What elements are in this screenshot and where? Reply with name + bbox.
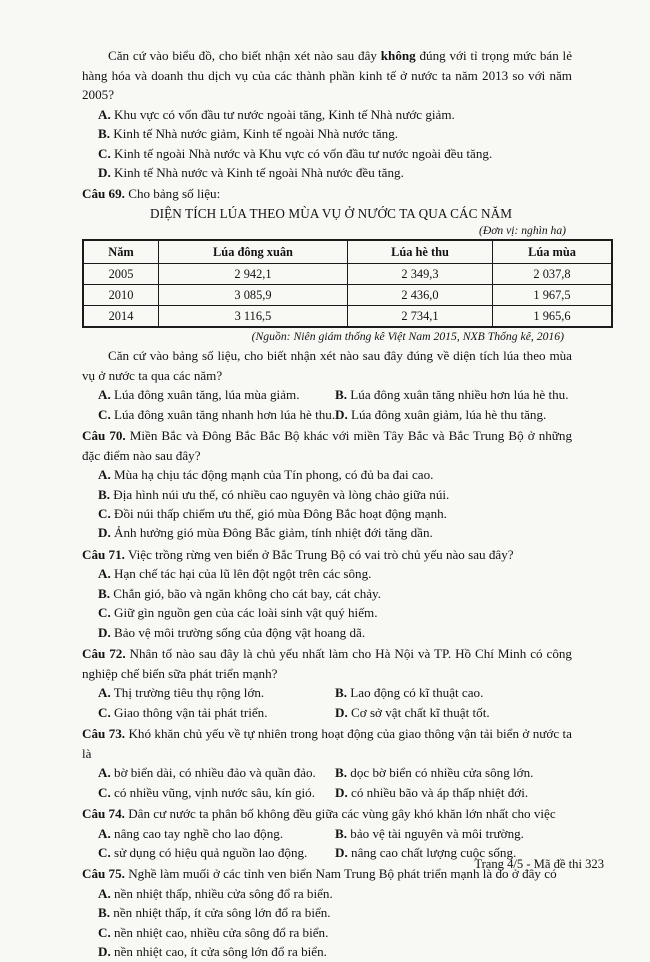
option-label: C. xyxy=(98,784,111,800)
option-text: Lúa đông xuân giảm, lúa hè thu tăng. xyxy=(351,406,547,422)
option-label: C. xyxy=(98,924,111,940)
table-title: DIỆN TÍCH LÚA THEO MÙA VỤ Ở NƯỚC TA QUA CÁC NĂM xyxy=(150,206,513,221)
option-text: nền nhiệt thấp, nhiều cửa sông đổ ra biển. xyxy=(114,886,333,902)
cell-year: 2014 xyxy=(83,306,159,328)
question-74 xyxy=(82,804,572,862)
option-text: Lúa đông xuân tăng nhiều hơn lúa hè thu. xyxy=(350,387,569,403)
table-header-summer-autumn: Lúa hè thu xyxy=(348,240,493,264)
option-label: D. xyxy=(98,624,111,640)
option-label: A. xyxy=(98,886,111,902)
option-label: A. xyxy=(98,467,111,483)
question-70-option-b[interactable] xyxy=(82,485,572,504)
option-text: sử dụng có hiệu quả nguồn lao động. xyxy=(114,845,308,861)
cell-winter-spring: 2 942,1 xyxy=(159,264,348,285)
question-73-option-b[interactable] xyxy=(327,763,572,782)
question-70 xyxy=(82,426,572,543)
question-text: Miền Bắc và Đông Bắc Bắc Bộ khác với miền Tây Bắc và Bắc Trung Bộ ở những đặc điểm nào sau đây? xyxy=(82,428,572,463)
option-label: C. xyxy=(98,406,111,422)
question-71-option-a[interactable] xyxy=(82,564,572,583)
page-footer: Trang 4/5 - Mã đề thi 323 xyxy=(474,857,604,871)
option-label: C. xyxy=(98,845,111,861)
option-text: Lao động có kĩ thuật cao. xyxy=(350,685,484,701)
question-75-option-b[interactable] xyxy=(82,903,572,922)
cell-winter-spring: 3 085,9 xyxy=(159,285,348,306)
option-text: Ảnh hưởng gió mùa Đông Bắc giảm, tính nhiệt đới tăng dần. xyxy=(114,525,433,541)
option-label: C. xyxy=(98,145,111,161)
option-text: Thị trường tiêu thụ rộng lớn. xyxy=(113,685,265,701)
option-text: nâng cao chất lượng cuộc sống. xyxy=(351,845,517,861)
table-header-season: Lúa mùa xyxy=(493,240,613,264)
option-text: nền nhiệt thấp, ít cửa sông lớn đổ ra biển. xyxy=(113,905,331,921)
question-73-option-a[interactable] xyxy=(82,763,327,782)
option-label: A. xyxy=(98,106,111,122)
option-label: D. xyxy=(335,784,348,800)
table-row xyxy=(83,264,612,285)
question-72-option-b[interactable] xyxy=(327,683,572,702)
option-text: có nhiều bão và áp thấp nhiệt đới. xyxy=(351,784,529,800)
option-label: D. xyxy=(335,704,348,720)
cell-summer-autumn: 2 734,1 xyxy=(348,306,493,328)
option-label: D. xyxy=(335,406,348,422)
question-71-option-c[interactable] xyxy=(82,603,572,622)
question-text: Dân cư nước ta phân bố không đều giữa các vùng gây khó khăn lớn nhất cho việc xyxy=(124,806,556,822)
rice-area-table xyxy=(82,239,613,328)
option-label: A. xyxy=(98,825,111,841)
option-text: bảo vệ tài nguyên và môi trường. xyxy=(350,825,524,841)
question-69-option-d[interactable] xyxy=(327,405,572,424)
option-label: A. xyxy=(98,765,111,781)
question-69-prompt: Căn cứ vào bảng số liệu, cho biết nhận xét nào sau đây đúng về diện tích lúa theo mùa vụ ở nước ta qua các năm? xyxy=(82,348,572,383)
cell-winter-spring: 3 116,5 xyxy=(159,306,348,328)
option-label: D. xyxy=(98,525,111,541)
question-text: Việc trồng rừng ven biển ở Bắc Trung Bộ có vai trò chủ yếu nào sau đây? xyxy=(124,546,514,562)
option-text: nền nhiệt cao, nhiều cửa sông đổ ra biển. xyxy=(114,924,329,940)
cell-year: 2010 xyxy=(83,285,159,306)
question-70-option-a[interactable] xyxy=(82,465,572,484)
option-text: Hạn chế tác hại của lũ lên đột ngột trên các sông. xyxy=(114,566,372,582)
question-73 xyxy=(82,724,572,802)
option-text: Mùa hạ chịu tác động mạnh của Tín phong, có đủ ba đai cao. xyxy=(114,467,434,483)
question-72 xyxy=(82,644,572,722)
option-label: B. xyxy=(335,685,348,701)
question-69-options xyxy=(82,385,572,424)
question-71-option-b[interactable] xyxy=(82,584,572,603)
option-label: D. xyxy=(98,944,111,960)
cell-summer-autumn: 2 349,3 xyxy=(348,264,493,285)
option-label: B. xyxy=(98,905,111,921)
table-source-note: (Nguồn: Niên giám thống kê Việt Nam 2015, NXB Thống kê, 2016) xyxy=(251,330,564,343)
table-row xyxy=(83,285,612,306)
option-text: Kinh tế Nhà nước giảm, Kinh tế ngoài Nhà nước tăng. xyxy=(113,126,399,142)
question-72-option-c[interactable] xyxy=(82,703,327,722)
cell-summer-autumn: 2 436,0 xyxy=(348,285,493,306)
question-text: Cho bảng số liệu: xyxy=(124,186,221,202)
option-text: Kinh tế ngoài Nhà nước và Khu vực có vốn đầu tư nước ngoài đều tăng. xyxy=(114,145,493,161)
question-72-options xyxy=(82,683,572,722)
table-unit-note: (Đơn vị: nghìn ha) xyxy=(478,224,566,237)
question-74-option-c[interactable] xyxy=(82,843,327,862)
q68-stem-part2: đúng với tỉ trọng mức bán lẻ hàng hóa và doanh thu dịch vụ của các thành phần kinh tế ở nước ta năm 2013 so với năm 2005? xyxy=(82,48,573,103)
question-70-option-c[interactable] xyxy=(82,504,572,523)
question-74-stem xyxy=(82,804,572,824)
option-label: B. xyxy=(98,585,111,601)
option-label: A. xyxy=(98,685,111,701)
option-label: C. xyxy=(98,704,111,720)
option-text: dọc bờ biển có nhiều cửa sông lớn. xyxy=(350,765,534,781)
question-number: Câu 74. xyxy=(82,806,125,822)
option-text: Đồi núi thấp chiếm ưu thế, gió mùa Đông Bắc hoạt động mạnh. xyxy=(114,506,447,521)
question-72-stem xyxy=(82,644,572,683)
question-number: Câu 75. xyxy=(82,866,125,882)
question-69-option-c[interactable] xyxy=(82,405,336,424)
question-69-option-b[interactable] xyxy=(327,385,572,404)
cell-season: 1 965,6 xyxy=(493,306,613,328)
option-text: bờ biển dài, có nhiều đảo và quần đảo. xyxy=(114,765,316,781)
question-text: Nhân tố nào sau đây là chủ yếu nhất làm cho Hà Nội và TP. Hồ Chí Minh có công nghiệp chế biến sữa phát triển mạnh? xyxy=(82,646,572,681)
cell-year: 2005 xyxy=(83,264,159,285)
question-73-option-c[interactable] xyxy=(82,783,327,802)
table-header-row xyxy=(83,240,612,264)
question-75 xyxy=(82,864,572,961)
option-text: Giữ gìn nguồn gen của các loài sinh vật quý hiếm. xyxy=(114,605,378,621)
option-text: Kinh tế Nhà nước và Kinh tế ngoài Nhà nước đều tăng. xyxy=(114,165,404,180)
question-75-option-a[interactable] xyxy=(82,884,572,903)
question-70-stem xyxy=(82,426,572,465)
option-label: B. xyxy=(98,486,111,502)
question-number: Câu 69. xyxy=(82,186,125,202)
question-68-option-c[interactable] xyxy=(82,144,572,163)
option-text: Khu vực có vốn đầu tư nước ngoài tăng, Kinh tế Nhà nước giảm. xyxy=(114,106,455,122)
question-68 xyxy=(82,46,572,182)
question-75-option-c[interactable] xyxy=(82,923,572,942)
option-text: Bảo vệ môi trường sống của động vật hoang dã. xyxy=(114,624,366,640)
table-header-winter-spring: Lúa đông xuân xyxy=(159,240,348,264)
option-text: Lúa đông xuân tăng, lúa mùa giảm. xyxy=(114,387,300,403)
question-number: Câu 71. xyxy=(82,546,125,562)
option-label: B. xyxy=(335,825,348,841)
question-68-option-d[interactable] xyxy=(82,163,572,182)
question-number: Câu 73. xyxy=(82,726,126,742)
question-69-stem xyxy=(82,184,572,204)
table-header-year: Năm xyxy=(83,240,159,264)
cell-season: 2 037,8 xyxy=(493,264,613,285)
page-content xyxy=(82,44,576,962)
question-text: Khó khăn chủ yếu về tự nhiên trong hoạt động của giao thông vận tải biển ở nước ta là xyxy=(82,726,572,761)
question-73-options xyxy=(82,763,572,802)
option-text: Lúa đông xuân tăng nhanh hơn lúa hè thu. xyxy=(114,406,336,422)
option-label: A. xyxy=(98,387,111,403)
q68-stem-part1: Căn cứ vào biểu đồ, cho biết nhận xét nào sau đây xyxy=(108,48,381,63)
option-label: B. xyxy=(335,765,348,781)
option-label: B. xyxy=(335,387,348,403)
question-74-option-a[interactable] xyxy=(82,824,327,843)
option-text: Giao thông vận tải phát triển. xyxy=(114,704,268,720)
question-73-stem xyxy=(82,724,572,763)
question-69 xyxy=(82,184,576,424)
question-71 xyxy=(82,545,572,642)
option-label: A. xyxy=(98,566,111,582)
option-label: B. xyxy=(98,126,111,142)
option-text: Cơ sở vật chất kĩ thuật tốt. xyxy=(351,704,490,720)
question-72-option-a[interactable] xyxy=(82,683,327,702)
option-label: D. xyxy=(335,845,348,861)
question-75-option-d[interactable] xyxy=(82,942,572,961)
option-label: C. xyxy=(98,605,111,621)
option-label: C. xyxy=(98,506,111,521)
q68-stem-emphasis: không xyxy=(380,48,416,63)
option-text: có nhiều vũng, vịnh nước sâu, kín gió. xyxy=(114,784,315,800)
option-text: Chắn gió, bão và ngăn không cho cát bay, cát chảy. xyxy=(113,585,382,601)
question-71-option-d[interactable] xyxy=(82,623,572,642)
question-73-option-d[interactable] xyxy=(327,783,572,802)
question-74-option-b[interactable] xyxy=(327,824,572,843)
option-text: Địa hình núi ưu thế, có nhiều cao nguyên và lòng chảo giữa núi. xyxy=(113,486,450,502)
question-71-stem xyxy=(82,545,572,565)
option-text: nâng cao tay nghề cho lao động. xyxy=(114,825,284,841)
question-number: Câu 70. xyxy=(82,428,126,443)
question-68-stem xyxy=(82,46,572,105)
option-text: nền nhiệt cao, ít cửa sông lớn đổ ra biển. xyxy=(114,944,327,960)
question-72-option-d[interactable] xyxy=(327,703,572,722)
cell-season: 1 967,5 xyxy=(493,285,613,306)
question-text: Nghề làm muối ở các tỉnh ven biển Nam Trung Bộ phát triển mạnh là do ở đây có xyxy=(124,866,557,882)
question-number: Câu 72. xyxy=(82,646,126,662)
question-68-option-b[interactable] xyxy=(82,124,572,143)
question-69-option-a[interactable] xyxy=(82,385,327,404)
option-label: D. xyxy=(98,165,111,180)
question-70-option-d[interactable] xyxy=(82,523,572,542)
table-row xyxy=(83,306,612,328)
question-68-option-a[interactable] xyxy=(82,105,572,124)
